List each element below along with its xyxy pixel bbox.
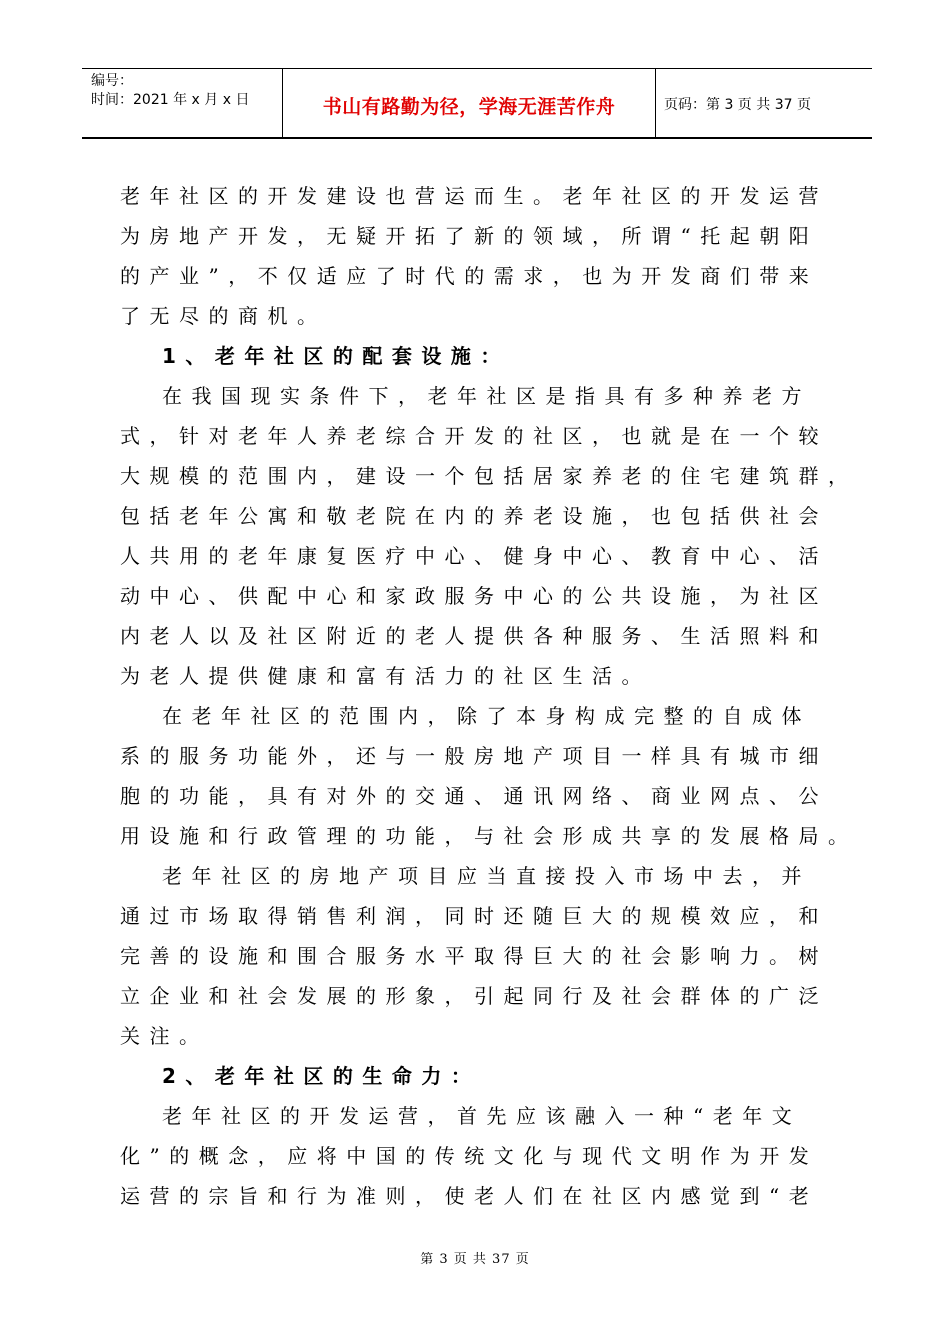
body-line: 人共用的老年康复医疗中心、健身中心、教育中心、活 <box>120 544 828 568</box>
body-line: 用设施和行政管理的功能，与社会形成共享的发展格局。 <box>120 824 858 848</box>
document-date: 时间：2021 年 x 月 x 日 <box>91 92 250 108</box>
page-footer: 第 3 页 共 37 页 <box>420 1252 530 1267</box>
body-line: 内老人以及社区附近的老人提供各种服务、生活照料和 <box>120 624 828 648</box>
body-line: 通过市场取得销售利润，同时还随巨大的规模效应，和 <box>120 904 828 928</box>
body-line: 老年社区的开发建设也营运而生。老年社区的开发运营 <box>120 184 828 208</box>
body-line: 立企业和社会发展的形象，引起同行及社会群体的广泛 <box>120 984 828 1008</box>
document-body <box>120 176 858 1216</box>
body-line: 在我国现实条件下，老年社区是指具有多种养老方 <box>162 384 811 408</box>
body-line: 包括老年公寓和敬老院在内的养老设施，也包括供社会 <box>120 504 828 528</box>
header-page-info: 页码：第 3 页 共 37 页 <box>664 97 811 113</box>
body-line: 了无尽的商机。 <box>120 304 327 328</box>
section-heading-facilities: 1、老年社区的配套设施： <box>162 344 510 368</box>
section-heading-vitality: 2、老年社区的生命力： <box>162 1064 481 1088</box>
document-number: 编号： <box>91 73 133 89</box>
header-motto: 书山有路勤为径，学海无涯苦作舟 <box>283 69 656 137</box>
body-line: 运营的宗旨和行为准则，使老人们在社区内感觉到“老 <box>120 1184 819 1208</box>
body-line: 系的服务功能外，还与一般房地产项目一样具有城市细 <box>120 744 828 768</box>
body-line: 在老年社区的范围内，除了本身构成完整的自成体 <box>162 704 811 728</box>
body-line: 式，针对老年人养老综合开发的社区，也就是在一个较 <box>120 424 828 448</box>
body-line: 胞的功能，具有对外的交通、通讯网络、商业网点、公 <box>120 784 828 808</box>
body-line: 大规模的范围内，建设一个包括居家养老的住宅建筑群， <box>120 464 858 488</box>
body-line: 的产业”，不仅适应了时代的需求，也为开发商们带来 <box>120 264 819 288</box>
body-line: 关注。 <box>120 1024 209 1048</box>
body-line: 为房地产开发，无疑开拓了新的领域，所谓“托起朝阳 <box>120 224 819 248</box>
body-line: 化”的概念，应将中国的传统文化与现代文明作为开发 <box>120 1144 819 1168</box>
body-line: 完善的设施和围合服务水平取得巨大的社会影响力。树 <box>120 944 828 968</box>
body-line: 老年社区的房地产项目应当直接投入市场中去，并 <box>162 864 811 888</box>
body-line: 老年社区的开发运营，首先应该融入一种“老年文 <box>162 1104 802 1128</box>
body-line: 动中心、供配中心和家政服务中心的公共设施，为社区 <box>120 584 828 608</box>
body-line: 为老人提供健康和富有活力的社区生活。 <box>120 664 651 688</box>
page-header <box>82 68 872 139</box>
header-meta <box>82 69 283 137</box>
